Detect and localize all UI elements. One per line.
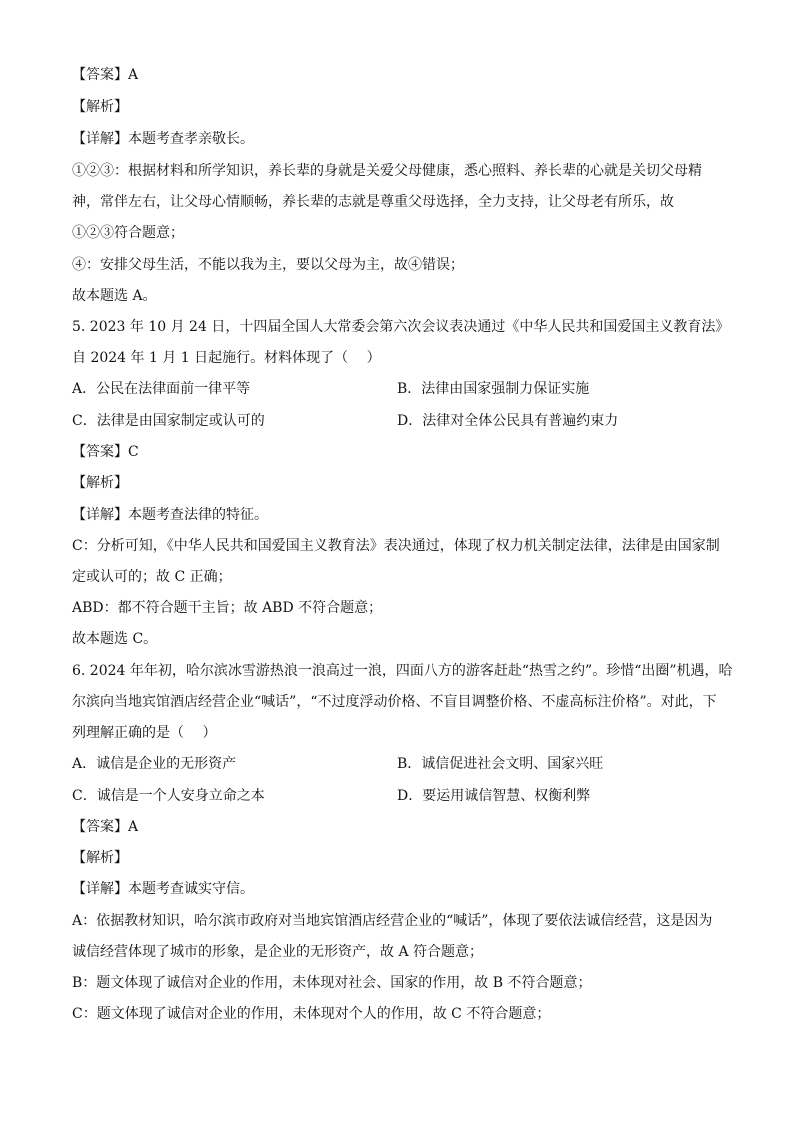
q6-answer: 【答案】A [72,819,139,835]
q6-explanation-line: 诚信经营体现了城市的形象，是企业的无形资产，故 A 符合题意； [72,944,484,960]
q5-conclusion: 故本题选 C。 [72,631,158,647]
q6-detail: 【详解】本题考查诚实守信。 [72,881,254,897]
q5-explanation-line: ABD：都不符合题干主旨；故 ABD 不符合题意； [72,600,383,616]
q6-option-b: B．诚信促进社会文明、国家兴旺 [397,756,604,772]
q5-option-a: A．公民在法律面前一律平等 [72,381,251,397]
q4-detail: 【详解】本题考查孝亲敬长。 [72,131,254,147]
q5-analysis-label: 【解析】 [72,475,128,491]
q6-explanation-line: C：题文体现了诚信对企业的作用，未体现对个人的作用，故 C 不符合题意； [72,1006,551,1022]
q4-answer: 【答案】A [72,67,139,83]
q5-detail: 【详解】本题考查法律的特征。 [72,507,268,523]
q5-answer: 【答案】C [72,444,139,460]
q5-explanation-line: 定或认可的；故 C 正确； [72,569,232,585]
q5-option-d: D．法律对全体公民具有普遍约束力 [397,413,619,429]
q5-stem-line: 自 2024 年 1 月 1 日起施行。材料体现了（ ） [72,350,381,366]
q6-stem-line: 6. 2024 年年初，哈尔滨冰雪游热浪一浪高过一浪，四面八方的游客赶赴“热雪之约”。珍惜“出圈”机遇，哈 [72,663,733,679]
q6-explanation-line: B：题文体现了诚信对企业的作用，未体现对社会、国家的作用，故 B 不符合题意； [72,975,592,991]
q6-analysis-label: 【解析】 [72,850,128,866]
q5-option-c: C．法律是由国家制定或认可的 [72,413,265,429]
q4-explanation-line: ①②③符合题意； [72,225,184,241]
q4-analysis-label: 【解析】 [72,99,128,115]
q6-explanation-line: A：依据教材知识，哈尔滨市政府对当地宾馆酒店经营企业的“喊话”，体现了要依法诚信经营，这是因为 [72,913,713,929]
q6-option-d: D．要运用诚信智慧、权衡利弊 [397,788,591,804]
q6-stem-line: 尔滨向当地宾馆酒店经营企业“喊话”，“不过度浮动价格、不盲目调整价格、不虚高标注价格”。对此，下 [72,694,717,710]
q4-conclusion: 故本题选 A。 [72,288,157,304]
q6-option-c: C．诚信是一个人安身立命之本 [72,788,265,804]
q4-explanation-line: ①②③：根据材料和所学知识，养长辈的身就是关爱父母健康，悉心照料、养长辈的心就是关切父母精 [72,163,702,179]
q6-option-a: A．诚信是企业的无形资产 [72,756,237,772]
q6-stem-line: 列理解正确的是（ ） [72,725,217,741]
q4-explanation-line: 神，常伴左右，让父母心情顺畅，养长辈的志就是尊重父母选择，全力支持，让父母老有所乐，故 [72,194,674,210]
q5-explanation-line: C：分析可知，《中华人民共和国爱国主义教育法》表决通过，体现了权力机关制定法律，法律是由国家制 [72,538,720,554]
q5-stem-line: 5. 2023 年 10 月 24 日，十四届全国人大常委会第六次会议表决通过《中华人民共和国爱国主义教育法》 [72,319,730,335]
q5-option-b: B．法律由国家强制力保证实施 [397,381,590,397]
q4-explanation-line: ④：安排父母生活，不能以我为主，要以父母为主，故④错误； [72,257,464,273]
